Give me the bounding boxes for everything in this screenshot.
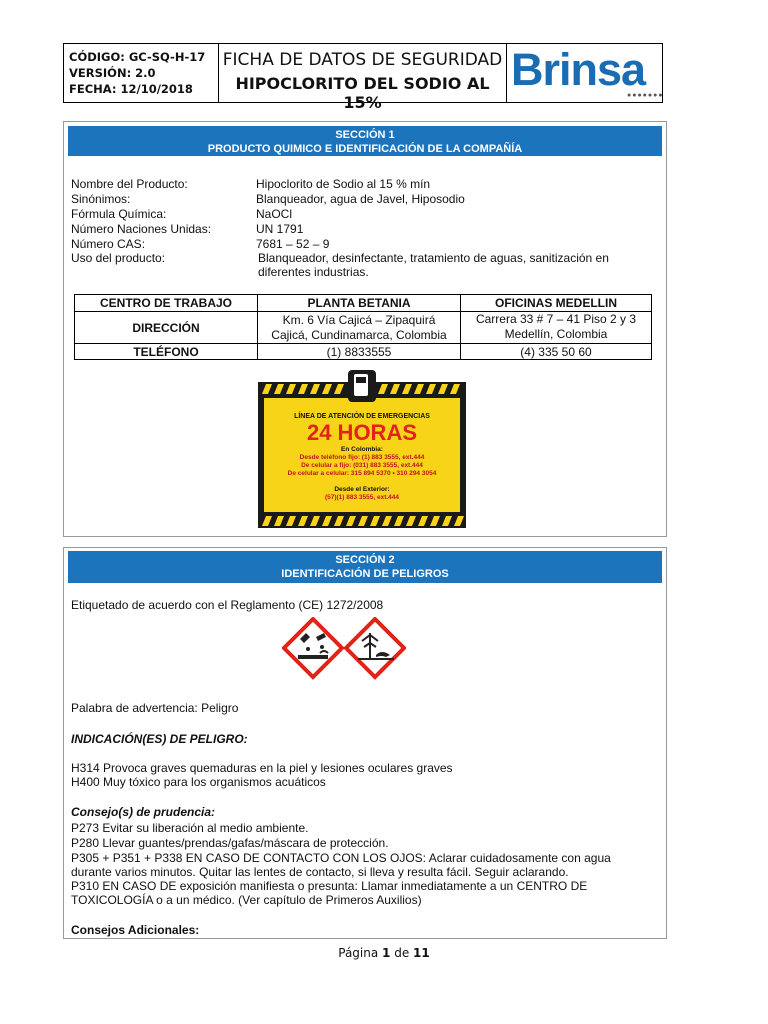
section-1-title: SECCIÓN 1 xyxy=(335,129,395,141)
precaution-statement-cont: durante varios minutos. Quitar las lentes de contacto, si lleva y resulta fácil. Seguir aclarando. xyxy=(71,865,569,879)
precaution-statement: P280 Llevar guantes/prendas/gafas/máscara de protección. xyxy=(71,836,389,850)
precaution-statement: P305 + P351 + P338 EN CASO DE CONTACTO CON LOS OJOS: Aclarar cuidadosamente con agua xyxy=(71,851,611,865)
field-value: Blanqueador, desinfectante, tratamiento de aguas, sanitización en xyxy=(258,251,609,265)
doc-meta xyxy=(64,44,219,102)
emergency-line: De celular a celular: 315 894 5370 • 310 294 3054 xyxy=(287,470,437,477)
field-label: Número Naciones Unidas: xyxy=(71,222,212,236)
emergency-line-label: LÍNEA DE ATENCIÓN DE EMERGENCIAS xyxy=(294,413,430,420)
dir-planta-line2: Cajicá, Cundinamarca, Colombia xyxy=(271,327,447,342)
doc-title: FICHA DE DATOS DE SEGURIDAD xyxy=(222,50,503,70)
dir-ofi-line1: Carrera 33 # 7 – 41 Piso 2 y 3 xyxy=(475,312,637,326)
emergency-exterior: Desde el Exterior: xyxy=(334,486,390,493)
consejos-heading: Consejo(s) de prudencia: xyxy=(71,805,216,819)
doc-title-cell xyxy=(219,44,507,112)
hazard-statement: H400 Muy tóxico para los organismos acuáticos xyxy=(71,775,326,789)
footer-pre: Página xyxy=(338,946,383,960)
hazard-statement: H314 Provoca graves quemaduras en la piel y lesiones oculares graves xyxy=(71,761,453,775)
dir-ofi-line2: Medellín, Colombia xyxy=(504,327,608,341)
table-header: OFICINAS MEDELLIN xyxy=(461,295,652,312)
field-label: Nombre del Producto: xyxy=(71,177,188,191)
ghs-pictograms xyxy=(282,617,406,681)
emergency-sign xyxy=(254,370,470,528)
tel-oficina: (4) 335 50 60 xyxy=(461,344,652,360)
tel-planta: (1) 8833555 xyxy=(258,344,461,360)
table-header: CENTRO DE TRABAJO xyxy=(75,295,258,312)
emergency-line: Desde teléfono fijo: (1) 883 3555, ext.444 xyxy=(299,454,425,461)
dir-planta xyxy=(258,312,461,344)
field-label: Número CAS: xyxy=(71,237,146,251)
dir-oficina xyxy=(461,312,652,344)
doc-product-title: HIPOCLORITO DEL SODIO AL 15% xyxy=(235,74,490,112)
palabra-advertencia: Palabra de advertencia: Peligro xyxy=(71,701,239,715)
contact-table xyxy=(74,294,652,360)
field-value: Blanqueador, agua de Javel, Hiposodio xyxy=(256,192,465,206)
section-2-subtitle: IDENTIFICACIÓN DE PELIGROS xyxy=(281,568,449,580)
section-2-header xyxy=(68,551,662,583)
tel-label: TELÉFONO xyxy=(75,344,258,360)
brinsa-logo: Brinsa xyxy=(511,44,646,95)
doc-version: VERSIÓN: 2.0 xyxy=(69,66,156,80)
logo-cell xyxy=(507,44,662,102)
total-pages: 11 xyxy=(413,946,430,960)
emergency-line: (57)(1) 883 3555, ext.444 xyxy=(324,494,400,501)
field-value-cont: diferentes industrias. xyxy=(258,265,369,279)
indicaciones-heading: INDICACIÓN(ES) DE PELIGRO: xyxy=(71,732,248,746)
consejos-adicionales: Consejos Adicionales: xyxy=(71,923,200,937)
emergency-line: De celular a fijo: (031) 883 3555, ext.444 xyxy=(301,462,423,469)
precaution-statement-cont: TOXICOLOGÍA o a un médico. (Ver capítulo de Primeros Auxilios) xyxy=(71,893,422,907)
table-header: PLANTA BETANIA xyxy=(258,295,461,312)
etiquetado-text: Etiquetado de acuerdo con el Reglamento (CE) 1272/2008 xyxy=(71,598,384,612)
environment-hazard-icon xyxy=(346,619,404,677)
emergency-colombia: En Colombia: xyxy=(341,446,383,453)
footer-mid: de xyxy=(390,946,414,960)
corrosive-icon xyxy=(284,619,342,677)
document-header xyxy=(63,43,664,112)
page-footer xyxy=(0,946,768,960)
field-label: Sinónimos: xyxy=(71,192,131,206)
emergency-24h: 24 HORAS xyxy=(306,420,418,445)
field-value: 7681 – 52 – 9 xyxy=(256,237,330,251)
doc-code: CÓDIGO: GC-SQ-H-17 xyxy=(69,50,206,64)
dir-label: DIRECCIÓN xyxy=(75,312,258,344)
precaution-statement: P273 Evitar su liberación al medio ambiente. xyxy=(71,821,309,835)
field-value: Hipoclorito de Sodio al 15 % mín xyxy=(256,177,431,191)
field-value: NaOCl xyxy=(256,207,293,221)
field-label: Uso del producto: xyxy=(71,251,166,265)
dir-planta-line1: Km. 6 Vía Cajicá – Zipaquirá xyxy=(282,312,436,327)
section-1-header xyxy=(68,126,662,156)
precaution-statement: P310 EN CASO DE exposición manifiesta o presunta: Llamar inmediatamente a un CENTRO DE xyxy=(71,879,588,893)
doc-date: FECHA: 12/10/2018 xyxy=(69,82,193,96)
section-2-title: SECCIÓN 2 xyxy=(335,554,395,566)
page-number: 1 xyxy=(382,946,391,960)
logo-dots: ●●●●●●● xyxy=(627,92,664,99)
field-label: Fórmula Química: xyxy=(71,207,167,221)
section-1-subtitle: PRODUCTO QUIMICO E IDENTIFICACIÓN DE LA COMPAÑÍA xyxy=(207,143,523,155)
field-value: UN 1791 xyxy=(256,222,304,236)
